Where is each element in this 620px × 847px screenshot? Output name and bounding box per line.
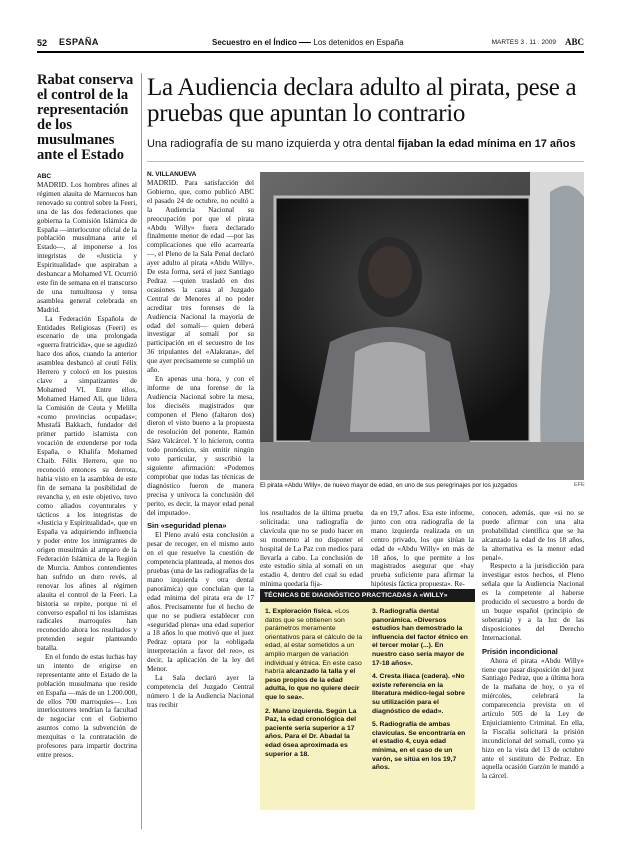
box-item: 1. Exploración física. «Los datos que se obtienen son parámetros meramente orientativos para el cálculo de la edad, al estar sometidos a un amplio margen de variación individual y étnica. En este caso habría alcanzado la talla y el peso propios de la edad adulta, lo que no quiere decir que lo sea». (265, 608, 363, 701)
main-paragraph: MADRID. Para satisfacción del Gobierno, que, como publicó ABC el pasado 24 de octubre, no ocultó a la Audiencia Nacional su preocupación por que el pirata «Abdu Willy» fuera declarado finalmente menor de edad —por las complicaciones que ello acarrearía—, el Pleno de la Sala Penal declaró ayer adulto al pirata «Abdu Willy». De esta forma, será el juez Santiago Pedraz —quien trasladó en dos ocasiones la causa al Juzgado Central de Menores al no poder acreditar tres forenses de la Audiencia Nacional la mayoría de edad del somalí— quien deberá investigar al somalí por su participación en el secuestro de los 36 tripulantes del «Alakrana», del que ayer precisamente se cumplió un año. (147, 179, 254, 375)
photo-credit: EFE (574, 482, 585, 488)
side-byline: ABC (37, 173, 52, 180)
subhead-seguridad: Sin «seguridad plena» (147, 521, 227, 531)
main-paragraph: da en 19,7 años. Esa este informe, junto con otra radiografía de la mano izquierda realizada en un centro privado, los que sitúan la edad de «Abdu Willy» en más de 18 años, lo que permite a los magistrados asegurar que «hay prueba suficiente para afirmar la hipótesis fáctica propuesta». Re- (371, 509, 474, 589)
deck-rule (147, 161, 584, 162)
side-story (37, 73, 137, 760)
column-divider (141, 73, 142, 829)
box-item: 4. Cresta iliaca (cadera). «No existe referencia en la literatura médico-legal sobre su utilización para el diagnóstico de edad». (372, 673, 465, 715)
main-paragraph: los resultados de la última prueba solicitada: una radiografía de clavícula que no se pudo hacer en su momento al no disponer el hospital de La Paz con medios para llevarla a cabo. La conclusión de este estudio sitúa al somalí en un estadio 4, dentro del cual su edad mínima quedaría fija- (260, 509, 363, 589)
side-headline: Rabat conserva el control de la representación de los musulmanes ante el Estado (37, 72, 134, 163)
main-deck: Una radiografía de su mano izquierda y otra dental fijaban la edad mínima en 17 años (147, 138, 576, 150)
box-title: TÉCNICAS DE DIAGNÓSTICO PRACTICADAS A «WILLY» (260, 589, 475, 602)
issue-date: MARTES 3 . 11 . 2009 (491, 39, 556, 46)
main-col-3 (371, 509, 474, 589)
main-paragraph: conocen, además, que «si no se puede afirmar con una alta probabilidad científica que se ha alcanzado la edad de los 18 años, la alternativa es la menor edad penal». (482, 509, 584, 562)
diagnostic-box (260, 589, 475, 810)
side-paragraph: La Federación Española de Entidades Religiosas (Feeri) es escenario de una prolongada «guerra fratricida», que se agudizó hace dos años, cuando la anterior asamblea desbancó al ceutí Félix Herrero y colocó en los puestos clave a simpatizantes de Mohamed VI. Entre ellos, Mohamed Hamed Alí, que lidera la Comisión de Ceuta y Melilla «como provincias ocupadas»; Mustafá Bakkach, fundador del primer partido islamista con vocación de extenderse por toda España, o Khalifa Mohamed Chaib. Félix Herrero, que no reconoció entonces su derrota, había visto en la asamblea de este fin de semana la posibilidad de revancha y, en este objetivo, tuvo como aliados coyunturales y tácticos a los integristas de «Justicia y Espiritualidad», que en España va adquiriendo influencia y poder entre los inmigrantes de origen musulmán al amparo de la Federación Islámica de la Región de Murcia. Ambos contendientes han sufrido un duro revés, al renovar los afines al régimen alauita el control de la Feeri. La historia se repite, porque ni el converso español ni los islamistas radicales marroquíes han reconocido ahora los resultados y pretenden seguir planteando batalla. (37, 314, 137, 653)
main-paragraph: Ahora el pirata «Abdu Willy» tiene que pasar disposición del juez Santiago Pedraz, que a última hora de la mañana de hoy, o ya el miércoles, celebrará la comparecencia prevista en el artículo 505 de la Ley de Enjuiciamiento Criminal. En ella, la Fiscalía solicitará la prisión incondicional del somalí, como ya hizo en la vista del 13 de octubre ante el sustituto de Pedraz. En aquella ocasión Garzón le mandó a la cárcel. (482, 656, 584, 781)
main-col-4 (482, 509, 584, 781)
main-paragraph: En apenas una hora, y con el informe de una forense de la Audiencia Nacional sobre la mesa, los dieciséis magistrados que componen el Pleno (faltaron dos) dieron el visto bueno a la propuesta de resolución del ponente, Ramón Sáez Valcárcel. Y lo hicieron, contra todo pronóstico, sin emitir ningún voto particular, y suscribió la siguiente afirmación: «Podemos comprobar que todas las técnicas de diagnóstico fueron de manera precisa y unívoca la conclusión del perito, es decir, la mayor edad penal del imputado». (147, 374, 254, 517)
page-header (37, 38, 584, 52)
box-item: 2. Mano izquierda. Según La Paz, la edad cronológica del paciente sería superior a 17 años. Para el Dr. Abadal la edad ósea aproximada es superior a 18. (265, 707, 357, 758)
photo-scene-image (260, 172, 584, 480)
main-col-2 (260, 509, 363, 589)
running-title: Secuestro en el Índico Los detenidos en España (212, 38, 404, 47)
side-paragraph: MADRID. Los hombres afines al régimen alauita de Marruecos han renovado su control sobre la Feeri, una de las dos federaciones que gobierna la Comisión Islámica de España —interlocutor oficial de la población musulmana ante el Estado—, al imponerse a los integristas de «Justicia y Espiritualidad» que aspiraban a desbancar a Mohamed VI. Ocurrió este fin de semana en el transcurso de una tumultuosa y tensa asamblea general celebrada en Madrid. (37, 181, 137, 314)
page-number: 52 (37, 38, 48, 48)
newspaper-logo: ABC (564, 37, 584, 47)
subhead-prision: Prisión incondicional (482, 646, 558, 656)
header-rule (37, 51, 584, 53)
main-byline: N. VILLANUEVA (147, 171, 197, 178)
main-paragraph: La Sala declaró ayer la competencia del Juzgado Central número 1 de la Audiencia Nacional tras recibir (147, 673, 254, 709)
section-label: ESPAÑA (59, 37, 99, 47)
main-paragraph: Respecto a la jurisdicción para investigar estos hechos, el Pleno señala que la Audiencia Nacional es la competente al haberse producido el secuestro a bordo de un buque español (principio de soberanía) y a la luz de las disposiciones del Derecho Internacional. (482, 562, 584, 642)
main-col-1 (147, 171, 254, 710)
main-headline: La Audiencia declara adulto al pirata, pese a pruebas que apuntan lo contrario (147, 74, 577, 127)
side-paragraph: En el fondo de estas luchas hay un intento de erigirse en representante ante el Estado de la población musulmana que reside en España —más de un 1.200.000, de ellos 700 marroquíes—. Los interlocutores tendrían la facultad de negociar con el Gobierno asuntos como la subvención de mezquitas o la contratación de profesores para impartir doctrina entre presos. (37, 653, 137, 759)
box-item: 5. Radiografía de ambas clavículas. Se encontraría en el estadio 4, cuya edad mínima, en el caso de un varón, se sitúa en los 19,7 años. (372, 721, 466, 772)
box-item: 3. Radiografía dental panorámica. «Diversos estudios han demostrado la influencia del factor étnico en el tercer molar (...). En nuestro caso sería mayor de 17-18 años». (372, 608, 468, 667)
main-paragraph: El Pleno avaló esta conclusión a pesar de recoger, en el mismo auto en el que resuelve la cuestión de competencia planteada, al menos dos pruebas (una de las radiografías de la mano izquierda y otra dental panorámica) que concluían que la edad mínima del pirata era de 17 años. Precisamente fue el hecho de que no se pudiera establecer con «seguridad plena» una edad superior a 18 años lo que motivó que el juez Pedraz optara por la «obligada interpretación a favor del reo», es decir, la aplicación de la ley del Menor. (147, 531, 254, 674)
photo-caption: El pirata «Abdu Willy», de nuevo mayor de edad, en uno de sus peregrinajes por los juzgados (260, 482, 518, 489)
pirate-photo (260, 172, 584, 480)
